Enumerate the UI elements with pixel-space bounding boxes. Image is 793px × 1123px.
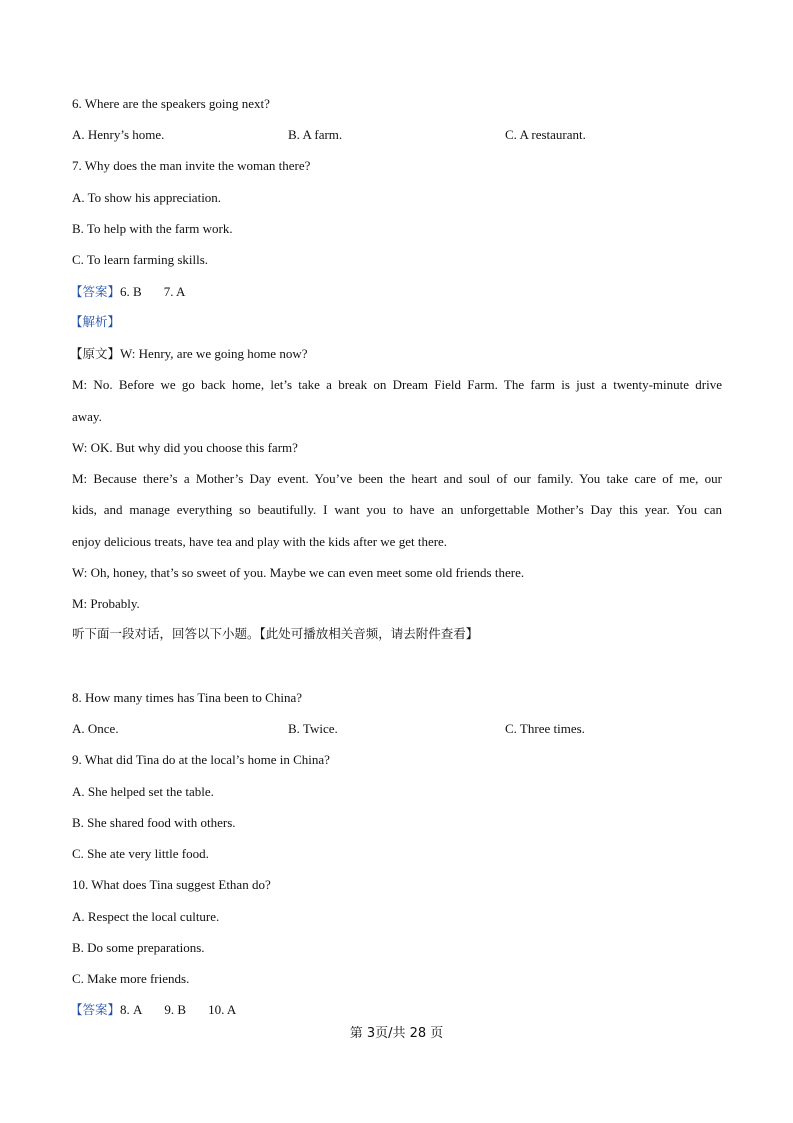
- transcript-line: away.: [72, 409, 102, 424]
- q10-option-c: C. Make more friends.: [72, 971, 190, 986]
- analysis-label: 【解析】: [70, 314, 121, 329]
- question-8: 8. How many times has Tina been to China?: [72, 690, 303, 705]
- q10-option-b: B. Do some preparations.: [72, 940, 205, 955]
- q7-option-c: C. To learn farming skills.: [72, 252, 209, 267]
- q8-option-a: A. Once.: [72, 721, 119, 736]
- transcript-line: M: Probably.: [72, 596, 140, 611]
- answer-item: 8. A: [120, 1002, 143, 1017]
- transcript-line: 【原文】W: Henry, are we going home now?: [70, 346, 308, 361]
- q8-option-b: B. Twice.: [288, 721, 338, 736]
- answer-item: 7. A: [163, 284, 186, 299]
- question-6: 6. Where are the speakers going next?: [72, 96, 270, 111]
- q7-option-a: A. To show his appreciation.: [72, 190, 222, 205]
- q6-option-b: B. A farm.: [288, 127, 343, 142]
- q9-option-a: A. She helped set the table.: [72, 784, 214, 799]
- answer-item: 9. B: [164, 1002, 187, 1017]
- transcript-line: M: Because there’s a Mother’s Day event. You’ve been the heart and soul of our family. You take care of me, our: [72, 471, 722, 486]
- q9-option-c: C. She ate very little food.: [72, 846, 209, 861]
- analysis-block-1: [70, 315, 120, 329]
- answer-block-1: [70, 285, 185, 299]
- answer-label: 【答案】: [70, 1002, 121, 1017]
- transcript-line: kids, and manage everything so beautifully. I want you to have an unforgettable Mother’s Day this year. You can: [72, 502, 722, 517]
- question-9: 9. What did Tina do at the local’s home in China?: [72, 752, 330, 767]
- transcript-label: 【原文】: [70, 346, 121, 361]
- answer-block-2: [70, 1003, 236, 1017]
- answer-item: 10. A: [208, 1002, 237, 1017]
- transcript-line: W: OK. But why did you choose this farm?: [72, 440, 298, 455]
- question-7: 7. Why does the man invite the woman there?: [72, 158, 311, 173]
- q6-option-c: C. A restaurant.: [505, 127, 586, 142]
- q7-option-b: B. To help with the farm work.: [72, 221, 233, 236]
- q9-option-b: B. She shared food with others.: [72, 815, 236, 830]
- answer-item: 6. B: [120, 284, 142, 299]
- q8-option-c: C. Three times.: [505, 721, 585, 736]
- transcript-line: M: No. Before we go back home, let’s take a break on Dream Field Farm. The farm is just a twenty-minute drive: [72, 377, 722, 392]
- transcript-line: W: Oh, honey, that’s so sweet of you. Maybe we can even meet some old friends there.: [72, 565, 525, 580]
- q6-option-a: A. Henry’s home.: [72, 127, 165, 142]
- page-footer: 第 3页/共 28 页: [349, 1026, 444, 1041]
- q10-option-a: A. Respect the local culture.: [72, 909, 220, 924]
- listening-instruction: 听下面一段对话，回答以下小题。【此处可播放相关音频，请去附件查看】: [72, 626, 479, 641]
- transcript-line: enjoy delicious treats, have tea and play with the kids after we get there.: [72, 534, 448, 549]
- answer-label: 【答案】: [70, 284, 121, 299]
- question-10: 10. What does Tina suggest Ethan do?: [72, 877, 271, 892]
